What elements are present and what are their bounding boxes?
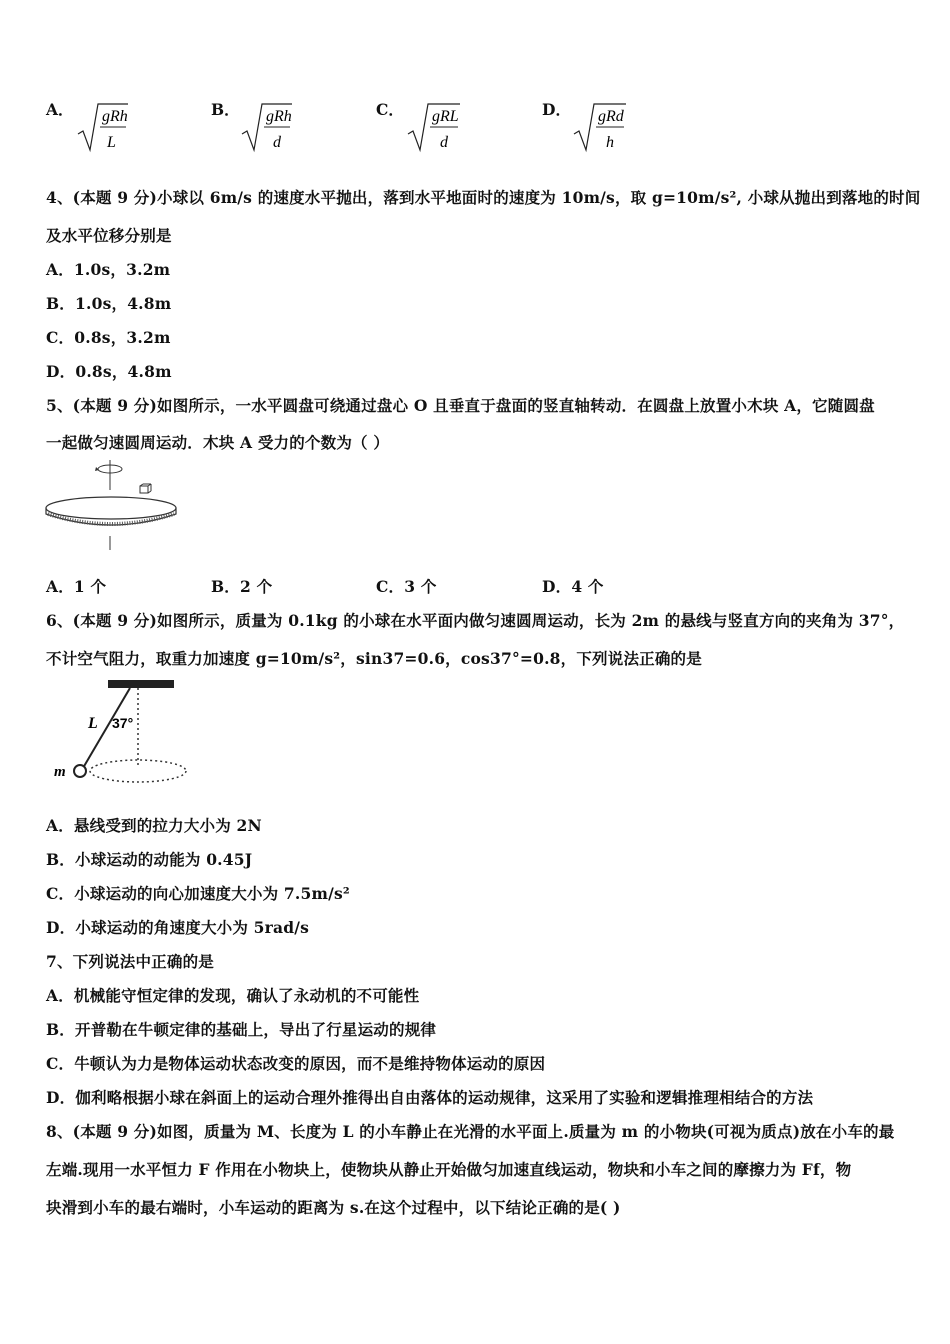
q3-option-b-radical — [240, 100, 300, 156]
q4-option-c[interactable]: C．0.8s，3.2m — [46, 328, 171, 347]
q5-option-b[interactable]: B．2 个 — [211, 577, 273, 596]
q3-d-den: h — [606, 134, 614, 151]
q5-option-d[interactable]: D．4 个 — [542, 577, 604, 596]
q5-option-a[interactable]: A．1 个 — [46, 577, 107, 596]
q5-stem-line1: 5、(本题 9 分)如图所示，一水平圆盘可绕通过盘心 O 且垂直于盘面的竖直轴转动．在圆盘上放置小木块 A，它随圆盘 — [46, 396, 875, 415]
q3-option-a-label: A． — [46, 100, 74, 119]
q3-option-a-radical — [76, 100, 136, 156]
q8-stem-line3: 块滑到小车的最右端时，小车运动的距离为 s.在这个过程中，以下结论正确的是( ) — [46, 1198, 621, 1217]
q3-a-den: L — [107, 134, 116, 151]
q3-b-den: d — [273, 134, 281, 151]
rotating-disk-figure — [44, 456, 184, 552]
q3-option-a[interactable] — [46, 98, 74, 120]
q6-option-d[interactable]: D．小球运动的角速度大小为 5rad/s — [46, 918, 310, 937]
q5-stem-line2: 一起做匀速圆周运动．木块 A 受力的个数为（ ） — [46, 433, 390, 452]
q3-option-c-radical — [406, 100, 466, 156]
q6-stem-line1: 6、(本题 9 分)如图所示，质量为 0.1kg 的小球在水平面内做匀速圆周运动，长为 2m 的悬线与竖直方向的夹角为 37°， — [46, 611, 905, 630]
q4-option-b[interactable]: B．1.0s，4.8m — [46, 294, 172, 313]
q3-option-d-label: D． — [542, 100, 571, 119]
fig-label-m: m — [54, 764, 66, 780]
q3-option-d[interactable] — [542, 98, 571, 120]
q4-option-a[interactable]: A．1.0s，3.2m — [46, 260, 171, 279]
q6-stem-line2: 不计空气阻力，取重力加速度 g=10m/s²，sin37=0.6，cos37°=0.8，下列说法正确的是 — [46, 649, 702, 668]
q3-option-c-label: C． — [376, 100, 404, 119]
q8-stem-line1: 8、(本题 9 分)如图，质量为 M、长度为 L 的小车静止在光滑的水平面上.质量为 m 的小物块(可视为质点)放在小车的最 — [46, 1122, 895, 1141]
q7-option-c[interactable]: C．牛顿认为力是物体运动状态改变的原因，而不是维持物体运动的原因 — [46, 1054, 546, 1073]
q3-c-den: d — [440, 134, 448, 151]
q4-stem-line2: 及水平位移分别是 — [46, 226, 172, 245]
fig-label-angle: 37° — [112, 715, 134, 731]
conical-pendulum-figure — [48, 676, 194, 788]
q3-option-c[interactable] — [376, 98, 404, 120]
fig-label-L: L — [88, 715, 98, 732]
q6-option-a[interactable]: A．悬线受到的拉力大小为 2N — [46, 816, 262, 835]
q7-option-a[interactable]: A．机械能守恒定律的发现，确认了永动机的不可能性 — [46, 986, 420, 1005]
q3-option-d-radical — [572, 100, 632, 156]
q4-option-d[interactable]: D．0.8s，4.8m — [46, 362, 172, 381]
q3-option-b-label: B． — [211, 100, 240, 119]
q5-option-c[interactable]: C．3 个 — [376, 577, 437, 596]
q8-stem-line2: 左端.现用一水平恒力 F 作用在小物块上，使物块从静止开始做匀加速直线运动，物块和小车之间的摩擦力为 Ff，物 — [46, 1160, 852, 1179]
q3-b-num: gRh — [266, 108, 292, 125]
q7-option-d[interactable]: D．伽利略根据小球在斜面上的运动合理外推得出自由落体的运动规律，这采用了实验和逻辑推理相结合的方法 — [46, 1088, 814, 1107]
q7-option-b[interactable]: B．开普勒在牛顿定律的基础上，导出了行星运动的规律 — [46, 1020, 437, 1039]
q6-option-c[interactable]: C．小球运动的向心加速度大小为 7.5m/s² — [46, 884, 350, 903]
q3-a-num: gRh — [102, 108, 128, 125]
q6-option-b[interactable]: B．小球运动的动能为 0.45J — [46, 850, 253, 869]
q3-d-num: gRd — [598, 108, 624, 125]
q3-c-num: gRL — [432, 108, 459, 125]
q7-stem: 7、下列说法中正确的是 — [46, 952, 214, 971]
q4-stem-line1: 4、(本题 9 分)小球以 6m/s 的速度水平抛出，落到水平地面时的速度为 10m/s，取 g=10m/s², 小球从抛出到落地的时间 — [46, 188, 921, 207]
q3-option-b[interactable] — [211, 98, 240, 120]
